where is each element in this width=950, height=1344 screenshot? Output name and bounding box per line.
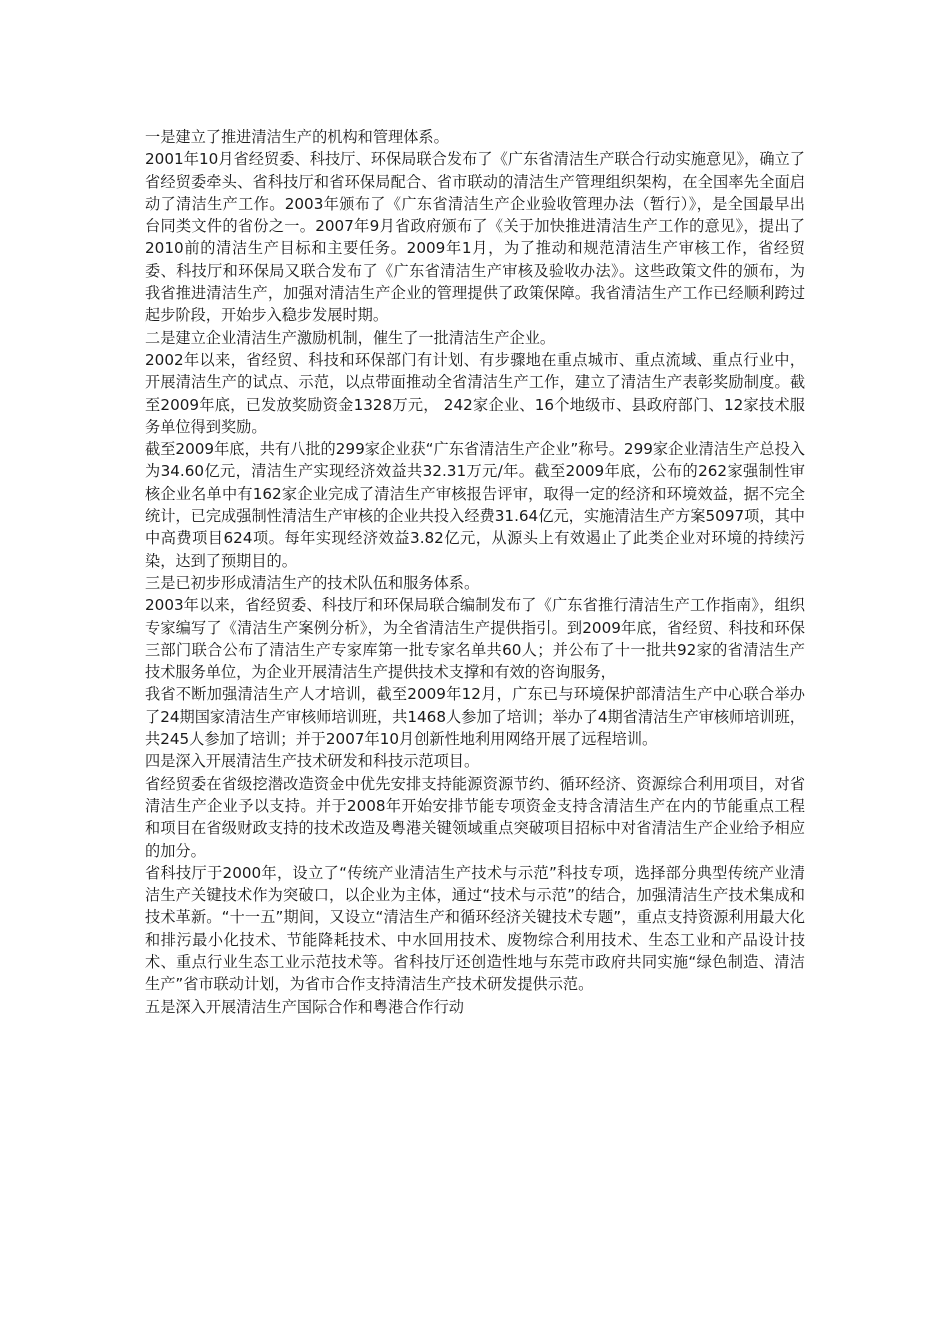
paragraph: 2002年以来，省经贸、科技和环保部门有计划、有步骤地在重点城市、重点流域、重点行业中，开展清洁生产的试点、示范，以点带面推动全省清洁生产工作，建立了清洁生产表彰奖励制度。截至2009年底，已发放奖励资金1328万元， 242家企业、16个地级市、县政府部门、12家技术服务单位得到奖励。 — [145, 350, 805, 436]
paragraph: 2001年10月省经贸委、科技厅、环保局联合发布了《广东省清洁生产联合行动实施意见》，确立了省经贸委牵头、省科技厅和省环保局配合、省市联动的清洁生产管理组织架构，在全国率先全面启动了清洁生产工作。2003年颁布了《广东省清洁生产企业验收管理办法（暂行）》，是全国最早出台同类文件的省份之一。2007年9月省政府颁布了《关于加快推进清洁生产工作的意见》，提出了2010前的清洁生产目标和主要任务。2009年1月，为了推动和规范清洁生产审核工作，省经贸委、科技厅和环保局又联合发布了《广东省清洁生产审核及验收办法》。这些政策文件的颁布，为我省推进清洁生产，加强对清洁生产企业的管理提供了政策保障。我省清洁生产工作已经顺利跨过起步阶段，开始步入稳步发展时期。 — [145, 150, 805, 325]
section-heading-2: 二是建立企业清洁生产激励机制，催生了一批清洁生产企业。 — [145, 328, 556, 347]
paragraph: 我省不断加强清洁生产人才培训，截至2009年12月，广东已与环境保护部清洁生产中心联合举办了24期国家清洁生产审核师培训班，共1468人参加了培训；举办了4期省清洁生产审核师培训班，共245人参加了培训；并于2007年10月创新性地利用网络开展了远程培训。 — [145, 685, 805, 749]
section-heading-3: 三是已初步形成清洁生产的技术队伍和服务体系。 — [145, 573, 480, 592]
paragraph: 截至2009年底，共有八批的299家企业获“广东省清洁生产企业”称号。299家企业清洁生产总投入为34.60亿元，清洁生产实现经济效益共32.31万元/年。截至2009年底，公布的262家强制性审核企业名单中有162家企业完成了清洁生产审核报告评审，取得一定的经济和环境效益，据不完全统计，已完成强制性清洁生产审核的企业共投入经费31.64亿元，实施清洁生产方案5097项，其中中高费项目624项。每年实现经济效益3.82亿元，从源头上有效遏止了此类企业对环境的持续污染，达到了预期目的。 — [145, 440, 805, 570]
document-body — [145, 126, 805, 1018]
section-heading-5: 五是深入开展清洁生产国际合作和粤港合作行动 — [145, 997, 464, 1016]
section-heading-4: 四是深入开展清洁生产技术研发和科技示范项目。 — [145, 752, 480, 771]
section-heading-1: 一是建立了推进清洁生产的机构和管理体系。 — [145, 128, 449, 146]
paragraph: 省科技厅于2000年，设立了“传统产业清洁生产技术与示范”科技专项，选择部分典型传统产业清洁生产关键技术作为突破口，以企业为主体，通过“技术与示范”的结合，加强清洁生产技术集成和技术革新。“十一五”期间，又设立“清洁生产和循环经济关键技术专题”，重点支持资源利用最大化和排污最小化技术、节能降耗技术、中水回用技术、废物综合利用技术、生态工业和产品设计技术、重点行业生态工业示范技术等。省科技厅还创造性地与东莞市政府共同实施“绿色制造、清洁生产”省市联动计划，为省市合作支持清洁生产技术研发提供示范。 — [145, 863, 805, 994]
paragraph: 2003年以来，省经贸委、科技厅和环保局联合编制发布了《广东省推行清洁生产工作指南》，组织专家编写了《清洁生产案例分析》，为全省清洁生产提供指引。到2009年底，省经贸、科技和环保三部门联合公布了清洁生产专家库第一批专家名单共60人；并公布了十一批共92家的省清洁生产技术服务单位，为企业开展清洁生产提供技术支撑和有效的咨询服务， — [145, 596, 805, 682]
paragraph: 省经贸委在省级挖潜改造资金中优先安排支持能源资源节约、循环经济、资源综合利用项目，对省清洁生产企业予以支持。并于2008年开始安排节能专项资金支持含清洁生产在内的节能重点工程和项目在省级财政支持的技术改造及粤港关键领域重点突破项目招标中对省清洁生产企业给予相应的加分。 — [145, 774, 805, 860]
